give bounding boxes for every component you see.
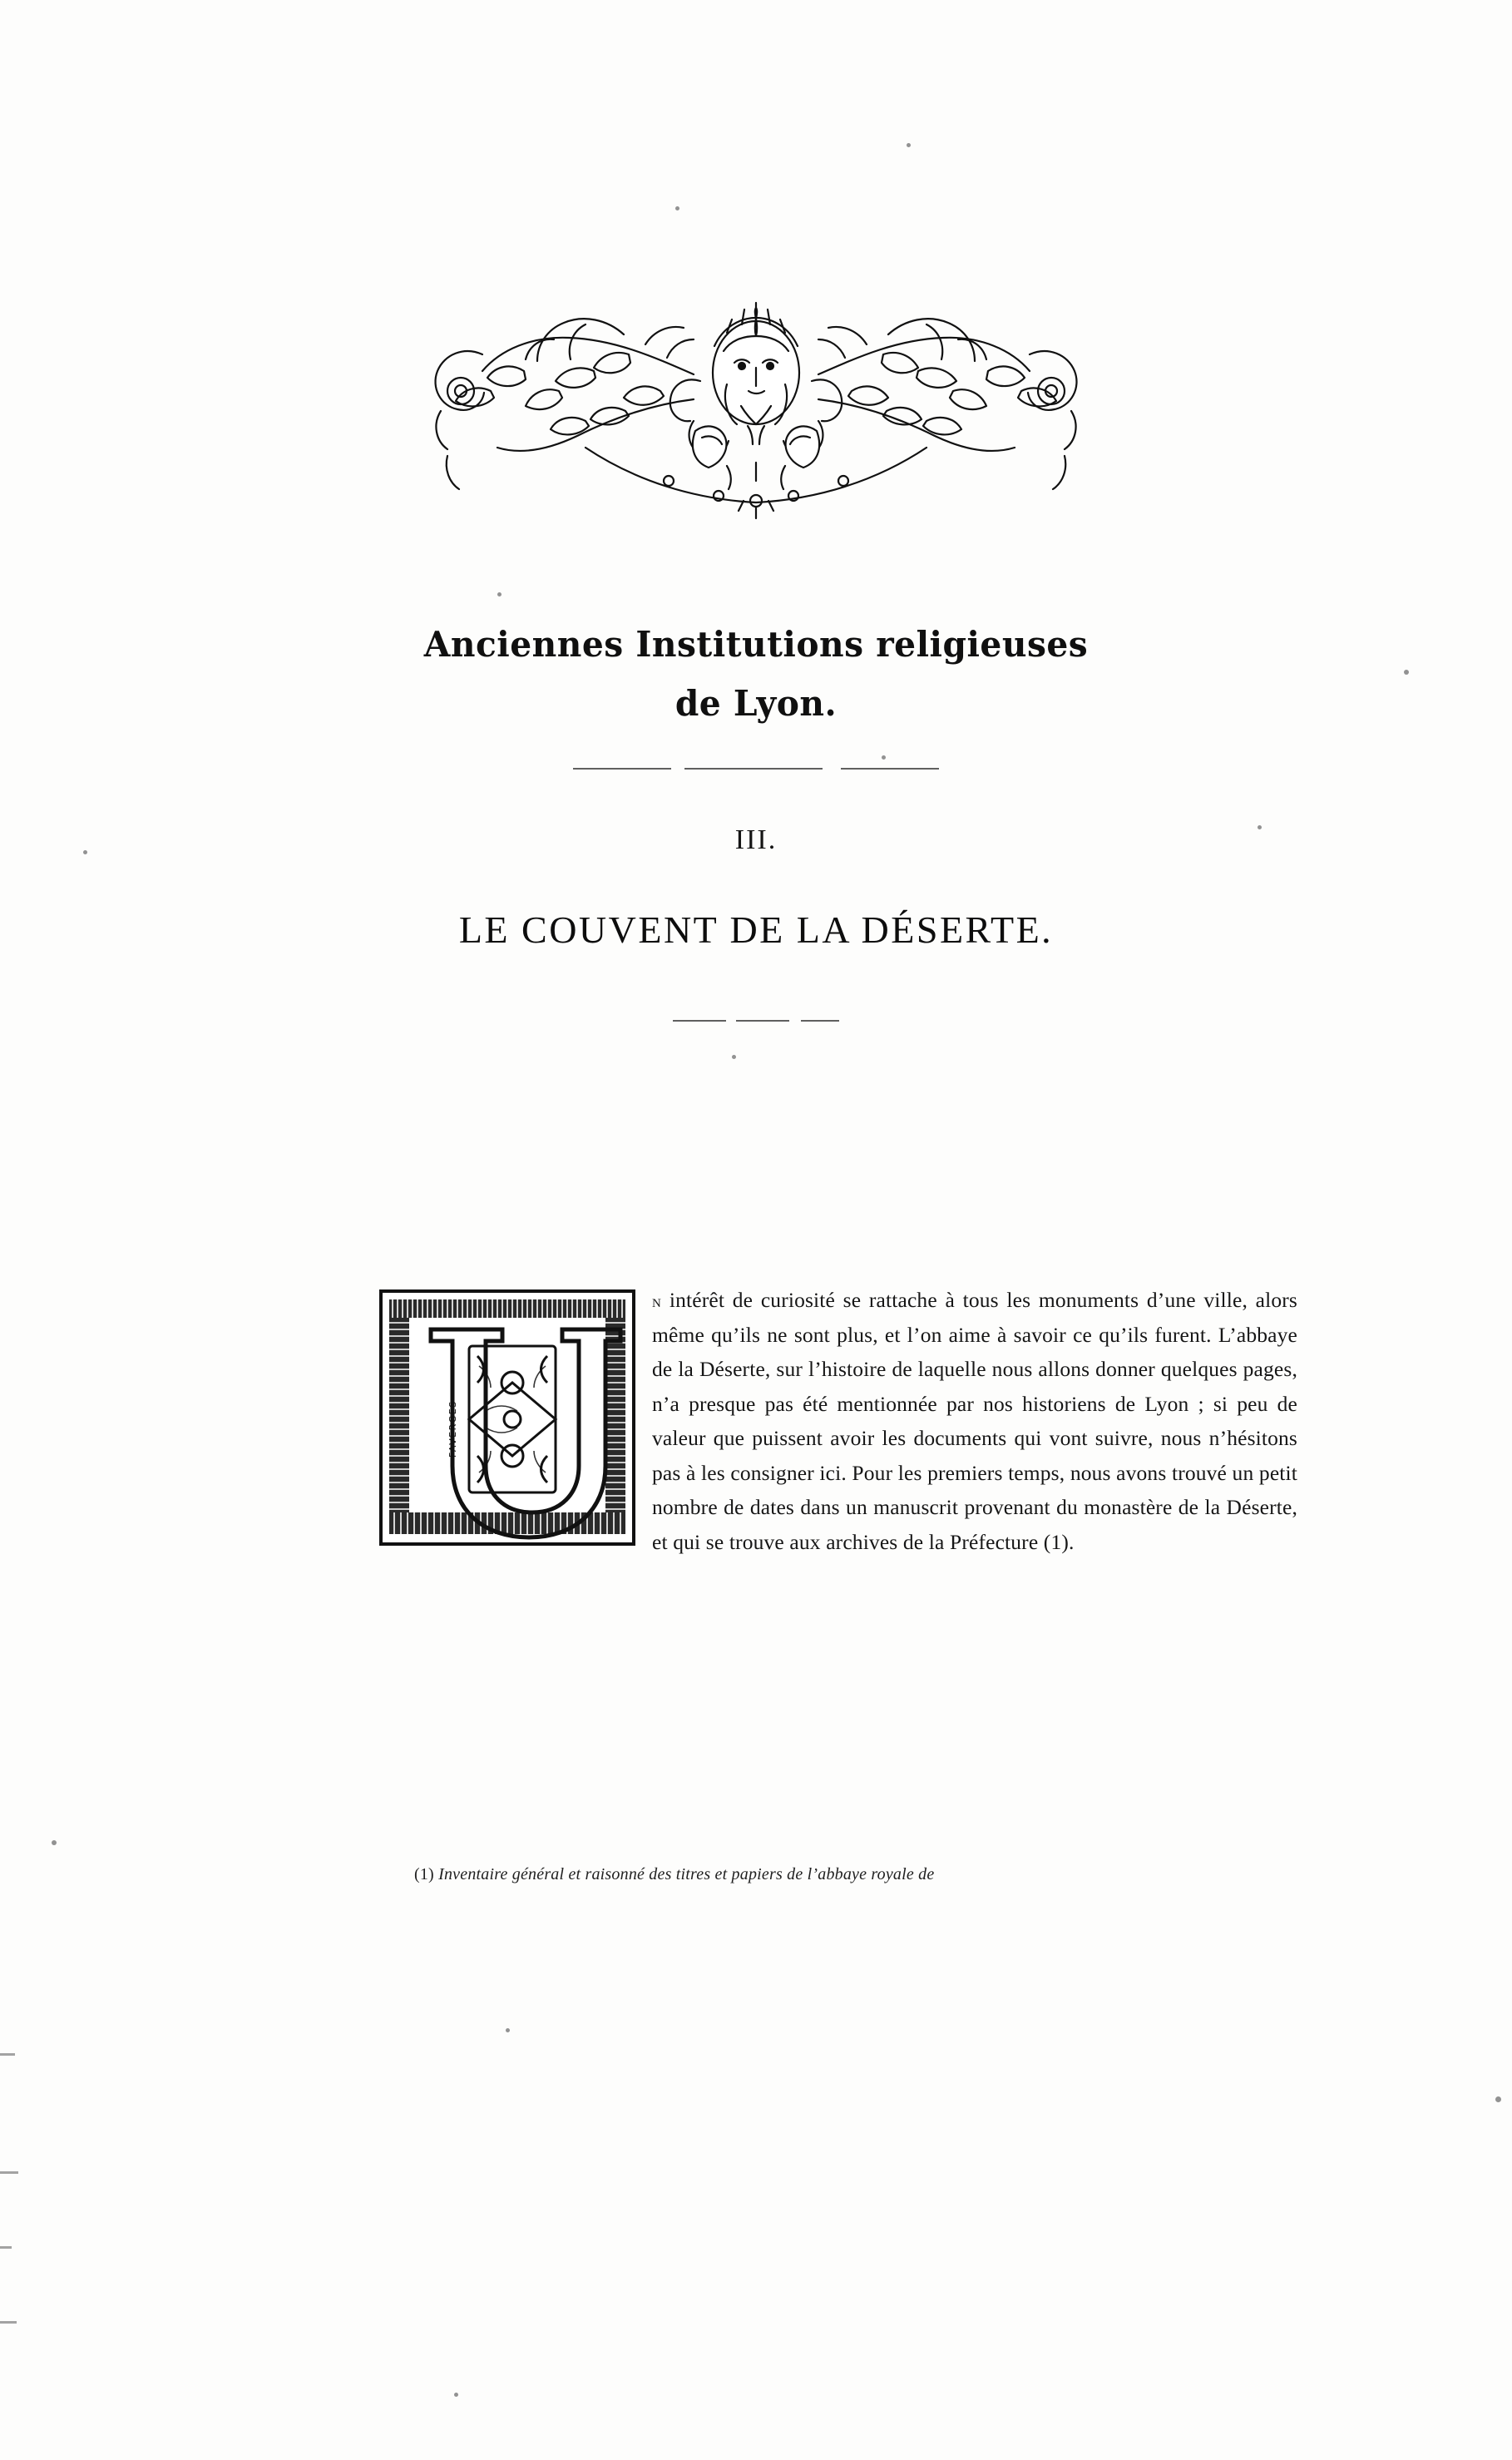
series-title-line2: de Lyon. [674, 682, 838, 724]
section-number: III. [734, 824, 778, 855]
scan-speck [506, 2028, 510, 2032]
chapter-divider-rule [673, 1020, 839, 1022]
series-title-line1: Anciennes Institutions religieuses [423, 624, 1089, 665]
scan-speck [675, 206, 679, 210]
title-divider-rule [573, 768, 939, 770]
scan-speck [1495, 2096, 1501, 2102]
scan-speck [52, 1840, 57, 1845]
headpiece-ornament-container [0, 275, 1512, 524]
title-block [0, 620, 1512, 1022]
scan-speck [454, 2393, 458, 2397]
opening-smallcaps: n [652, 1290, 662, 1311]
footnote [414, 1865, 1304, 1884]
illuminated-initial-icon [376, 1286, 639, 1549]
series-title [22, 620, 1489, 730]
body-paragraph-text: intérêt de curiosité se rattache à tous les monuments d’une ville, alors même qu’ils ne sont plus, et l’on aime à savoir ce qu’ils furent. L’abbaye de la Déserte, sur l’histoire de laquelle nous allons donner quelques pages, n’a presque pas été mentionnée par nos historiens de Lyon ; si peu de valeur que puissent avoir les documents qui vont suivre, nous n’hésitons pas à les consigner ici. Pour les premiers temps, nous avons trouvé un petit nombre de dates dans un manuscrit provenant du monastère de la Déserte, et qui se trouve aux archives de la Préfecture (1). [652, 1288, 1297, 1554]
scan-edge-mark [0, 2321, 17, 2324]
scan-speck [497, 592, 502, 596]
scan-edge-mark [0, 2053, 15, 2056]
headpiece-ornament-icon [336, 275, 1176, 524]
footnote-text: Inventaire général et raisonné des titres et papiers de l’abbaye royale de [438, 1865, 935, 1883]
footnote-marker: (1) [414, 1865, 434, 1883]
scan-edge-mark [0, 2246, 12, 2249]
body-text-block [376, 1283, 1297, 1560]
initial-caption: FAVERGES [447, 1400, 458, 1458]
scan-edge-mark [0, 2171, 18, 2174]
scan-speck [907, 143, 911, 147]
scan-speck [732, 1055, 736, 1059]
chapter-title: LE COUVENT DE LA DÉSERTE. [458, 908, 1054, 951]
